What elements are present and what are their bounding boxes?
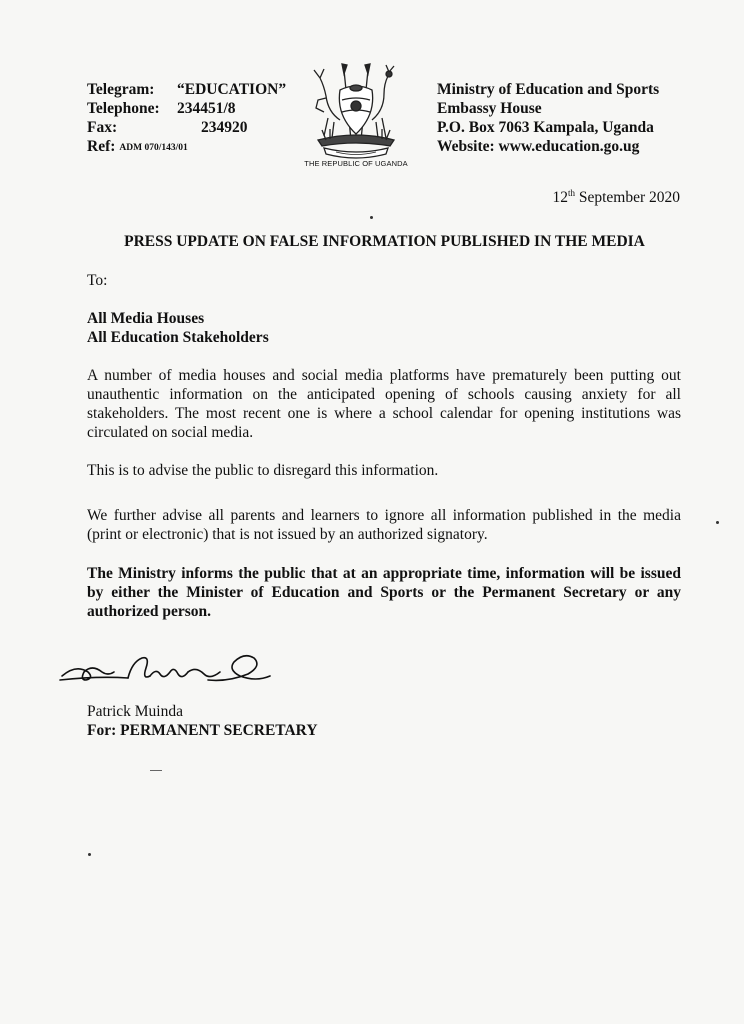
crest-caption: THE REPUBLIC OF UGANDA <box>304 159 408 168</box>
fax-label: Fax: <box>87 119 118 136</box>
telegram-value: “EDUCATION” <box>177 81 287 98</box>
signatory-role: For: PERMANENT SECRETARY <box>87 722 318 739</box>
scan-speck <box>716 521 719 524</box>
document-title: PRESS UPDATE ON FALSE INFORMATION PUBLISHED IN THE MEDIA <box>124 233 645 250</box>
body-paragraph-2: This is to advise the public to disregard this information. <box>87 462 439 479</box>
letter-date <box>552 188 680 207</box>
telegram-label: Telegram: <box>87 81 155 98</box>
postal-address: P.O. Box 7063 Kampala, Uganda <box>437 119 654 136</box>
ref-value: ADM 070/143/01 <box>119 143 188 153</box>
signatory-name: Patrick Muinda <box>87 703 183 720</box>
letterhead-contact-block <box>87 80 286 156</box>
recipients-block <box>87 309 269 347</box>
recipient-line: All Media Houses <box>87 310 205 327</box>
date-day: 12 <box>552 189 568 207</box>
scan-speck <box>150 770 162 771</box>
telephone-value: 234451/8 <box>177 100 236 117</box>
website-line: Website: www.education.go.ug <box>437 138 640 155</box>
body-paragraph-3: We further advise all parents and learners to ignore all information published in the media (print or electronic) that is not issued by an authorized signatory. <box>87 507 681 543</box>
recipient-line: All Education Stakeholders <box>87 329 269 346</box>
telegram-row <box>87 80 286 99</box>
body-paragraph-4: The Ministry informs the public that at an appropriate time, information will be issued by either the Minister of Education and Sports or the Permanent Secretary or any authorized person. <box>87 565 681 620</box>
scan-speck <box>88 853 91 856</box>
telephone-row <box>87 99 286 118</box>
to-label: To: <box>87 272 108 289</box>
signatory-block <box>87 702 318 740</box>
ref-label: Ref: <box>87 138 116 155</box>
scan-speck <box>370 216 373 219</box>
building-name: Embassy House <box>437 100 542 117</box>
ref-row <box>87 137 286 156</box>
ministry-name: Ministry of Education and Sports <box>437 81 660 98</box>
date-month-year: September 2020 <box>574 189 680 207</box>
ministry-address-block <box>437 80 659 156</box>
telephone-label: Telephone: <box>87 100 160 117</box>
fax-value: 234920 <box>201 119 248 136</box>
handwritten-signature <box>58 646 273 692</box>
uganda-coat-of-arms-icon <box>296 60 416 170</box>
body-paragraph-1: A number of media houses and social media platforms have prematurely been putting out unauthentic information on the anticipated opening of schools causing anxiety for all stakeholders. The most recent one is where a school calendar for opening institutions was circulated on social media. <box>87 367 681 441</box>
date-suffix: th <box>567 188 575 198</box>
fax-row <box>87 118 286 137</box>
